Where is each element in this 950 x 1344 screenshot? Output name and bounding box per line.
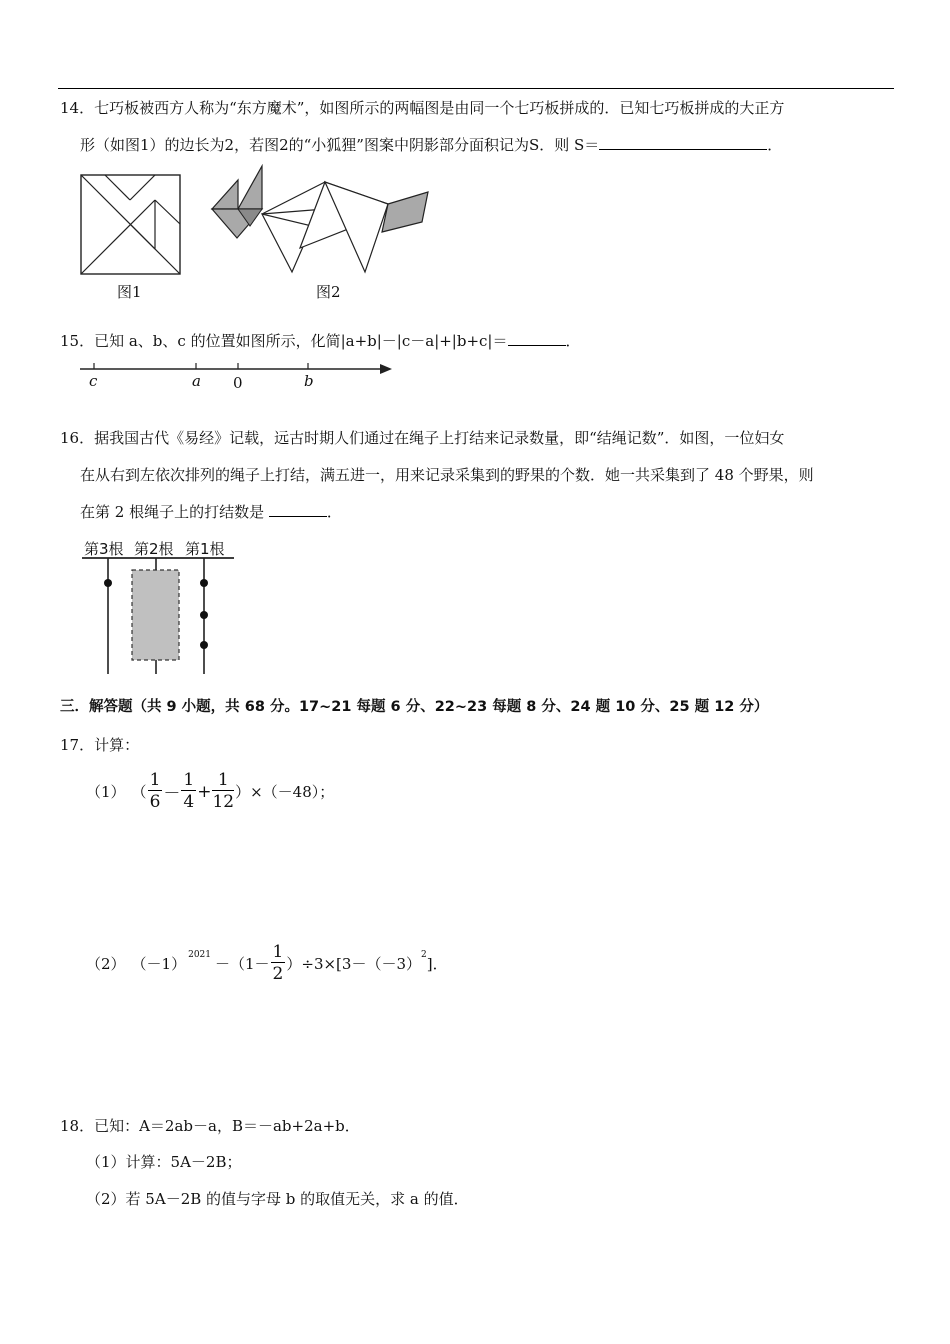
q18-line3: （2）若 5A－2B 的值与字母 b 的取值无关，求 a 的值．	[86, 1190, 469, 1208]
q17-p1-open: （	[131, 783, 147, 801]
q17-p1-frac1: $\frac{1}{6}$	[149, 770, 161, 812]
q17-p1-frac2: $\frac{1}{4}$	[183, 770, 195, 812]
q14-line1: 14．七巧板被西方人称为“东方魔术”，如图所示的两幅图是由同一个七巧板拼成的．已知七巧板拼成的大正方	[60, 99, 785, 117]
q17-part1	[86, 770, 334, 813]
q18-line2: （1）计算：5A－2B；	[86, 1153, 242, 1171]
q17-p2-mid: －（1－	[215, 955, 270, 973]
numberline-label-zero: 0	[233, 374, 243, 392]
q17-p2-end: ]．	[426, 955, 448, 973]
q17-p2-frac: $\frac{1}{2}$	[272, 942, 284, 984]
q16-line3-text: 在第 2 根绳子上的打结数是	[80, 503, 265, 521]
rope-label-1: 第1根	[185, 540, 225, 558]
q16-line3	[80, 502, 342, 522]
q17-p2-head: （－1）	[131, 955, 187, 973]
q17-p2-label: （2）	[86, 955, 126, 973]
q14-line2-end: ．	[767, 136, 783, 154]
q16-line1: 16．据我国古代《易经》记载，远古时期人们通过在绳子上打结来记录数量，即“结绳记数”．如图，一位妇女	[60, 429, 785, 447]
q15-end: ．	[565, 332, 581, 350]
q15-answer-blank[interactable]	[508, 331, 566, 346]
q15-text: 15．已知 a、b、c 的位置如图所示，化简|a+b|－|c－a|+|b+c|＝	[60, 332, 508, 350]
q17-p1-plus: +	[197, 781, 212, 802]
q16-line2: 在从右到左依次排列的绳子上打结，满五进一，用来记录采集到的野果的个数．她一共采集到了 48 个野果，则	[80, 466, 814, 484]
q17-p2-exponent2: 2	[421, 950, 427, 960]
fig2-caption: 图2	[316, 283, 341, 301]
knotted-ropes-figure	[82, 556, 236, 676]
q17-p1-tail: ）×（－48）；	[235, 783, 335, 801]
q17-p1-frac3: $\frac{1}{12}$	[212, 770, 235, 812]
q17-p2-tail: ）÷3×[3－（－3）	[286, 955, 421, 973]
rope-label-2: 第2根	[134, 540, 174, 558]
q17-p2-exponent: 2021	[188, 950, 211, 960]
q17-title: 17．计算：	[60, 736, 140, 754]
numberline-label-b: b	[304, 372, 314, 390]
q14-line2	[80, 135, 782, 155]
tangram-figure-1	[80, 174, 182, 276]
q17-p1-label: （1）	[86, 783, 126, 801]
q16-answer-blank[interactable]	[269, 502, 327, 517]
q16-end: ．	[326, 503, 342, 521]
q15-line	[60, 331, 581, 351]
q17-part2	[86, 942, 448, 985]
tangram-figure-2-fox	[210, 164, 432, 282]
numberline-label-a: a	[192, 372, 201, 390]
top-rule	[58, 88, 894, 89]
rope-label-3: 第3根	[84, 540, 124, 558]
q18-line1: 18．已知：A＝2ab－a，B＝－ab+2a+b．	[60, 1117, 360, 1135]
q14-line2-text: 形（如图1）的边长为2，若图2的“小狐狸”图案中阴影部分面积记为S．则 S＝	[80, 136, 600, 154]
section-3-heading: 三．解答题（共 9 小题，共 68 分。17~21 每题 6 分、22~23 每题 8 分、24 题 10 分、25 题 12 分）	[60, 699, 769, 715]
numberline-label-c: c	[89, 372, 98, 390]
q14-answer-blank[interactable]	[599, 135, 767, 150]
fig1-caption: 图1	[117, 283, 142, 301]
q17-p1-minus: －	[163, 784, 181, 804]
